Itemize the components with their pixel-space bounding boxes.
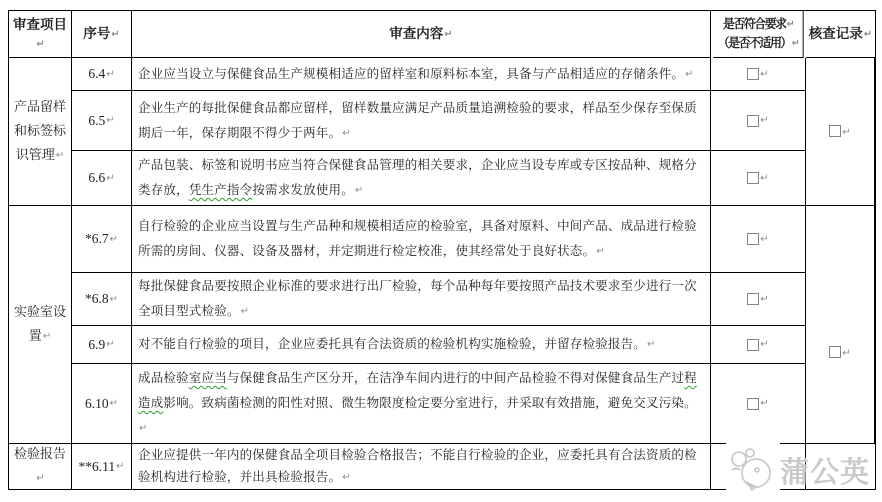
compliance-cell-6-10[interactable]	[711, 364, 806, 444]
project-cell-inspection-report	[9, 444, 72, 489]
paragraph-mark-icon: ↵	[36, 473, 45, 484]
header-content	[132, 11, 711, 58]
paragraph-mark-icon: ↵	[106, 339, 115, 350]
paragraph-mark-icon: ↵	[760, 339, 769, 350]
record-cell-group-1[interactable]	[806, 58, 875, 206]
content-text-misspelled: 室应当	[188, 371, 227, 385]
row-number: 6.5	[88, 112, 106, 128]
header-compliance	[713, 11, 803, 58]
project-label: 检验报告	[13, 446, 66, 461]
checkbox-icon[interactable]	[829, 346, 841, 358]
paragraph-mark-icon: ↵	[109, 293, 118, 305]
paragraph-mark-icon: ↵	[760, 68, 769, 80]
row-number: *6.7	[84, 231, 109, 246]
checkbox-icon[interactable]	[747, 293, 759, 305]
content-text: 影响。致病菌检测的阳性对照、微生物限度检定要分室进行，并采取有效措施，避免交叉污染。	[163, 396, 697, 410]
row-number: 6.4	[88, 66, 106, 81]
dandelion-logo-icon	[726, 443, 780, 497]
paragraph-mark-icon: ↵	[240, 306, 250, 317]
paragraph-mark-icon: ↵	[106, 172, 115, 184]
content-text: 产品包装、标签和说明书应当符合保健食品管理的相关要求，企业应当设专库或专区按品种、规格分类存放，	[138, 158, 697, 197]
content-cell-6-8	[132, 273, 711, 326]
content-cell-6-10	[132, 364, 711, 444]
paragraph-mark-icon: ↵	[760, 293, 769, 305]
paragraph-mark-icon: ↵	[42, 331, 52, 342]
content-text-misspelled: 凭生产指令	[188, 183, 253, 197]
project-label: 实验室设置	[13, 304, 66, 343]
content-text: 成品检验	[138, 371, 189, 385]
header-content-label: 审查内容	[389, 26, 444, 41]
project-label: 产品留样和标签标识管理	[13, 99, 66, 162]
project-cell-laboratory-setup	[9, 206, 72, 444]
row-number: 6.9	[88, 336, 106, 352]
checkbox-icon[interactable]	[747, 233, 759, 245]
content-text: 自行检验的企业应当设置与生产品种和规模相适应的检验室，具备对原料、中间产品、成品进行检验所需的房间、仪器、设备及器材，并定期进行检定校准，使其经常处于良好状态。	[138, 219, 697, 258]
content-text: 企业应提供一年内的保健食品全项目检验合格报告；不能自行检验的企业，应委托具有合法资质的检验机构进行检验，并出具检验报告。	[138, 448, 697, 484]
content-text: 每批保健食品要按照企业标准的要求进行出厂检验，每个品种每年要按照产品技术要求至少进行一次全项目型式检验。	[138, 279, 697, 318]
checkbox-icon[interactable]	[747, 172, 759, 184]
number-cell-6-4	[72, 58, 132, 91]
paragraph-mark-icon: ↵	[760, 172, 769, 184]
watermark-text: 蒲公英	[780, 456, 871, 489]
paragraph-mark-icon: ↵	[647, 339, 656, 350]
header-number-label: 序号	[83, 26, 111, 41]
number-cell-6-10	[72, 364, 132, 444]
paragraph-mark-icon: ↵	[596, 246, 605, 257]
row-number: **6.11	[78, 458, 116, 474]
content-cell-6-11	[132, 444, 711, 489]
checkbox-icon[interactable]	[747, 339, 759, 351]
paragraph-mark-icon: ↵	[111, 29, 120, 40]
header-project-label: 审查项目	[13, 16, 67, 32]
compliance-cell-6-7[interactable]	[711, 206, 806, 273]
checkbox-icon[interactable]	[747, 115, 759, 127]
paragraph-mark-icon: ↵	[139, 423, 148, 434]
paragraph-mark-icon: ↵	[760, 115, 769, 126]
content-cell-6-4	[132, 58, 711, 91]
compliance-cell-6-4[interactable]	[711, 58, 806, 91]
content-cell-6-6	[132, 151, 711, 206]
paragraph-mark-icon: ↵	[116, 461, 125, 472]
paragraph-mark-icon: ↵	[786, 19, 794, 30]
content-text: 与保健食品生产区分开，在洁净车间内进行的中间产品检验不得对保健食品生产过	[226, 371, 685, 385]
number-cell-6-9	[72, 326, 132, 364]
paragraph-mark-icon: ↵	[842, 348, 851, 359]
row-number: *6.8	[84, 291, 109, 306]
number-cell-6-8	[72, 273, 132, 326]
number-cell-6-6	[72, 151, 132, 206]
compliance-cell-6-6[interactable]	[711, 151, 806, 206]
header-project	[9, 11, 72, 58]
audit-checklist-table	[8, 10, 876, 490]
paragraph-mark-icon: ↵	[444, 29, 453, 40]
paragraph-mark-icon: ↵	[791, 38, 799, 49]
paragraph-mark-icon: ↵	[760, 398, 769, 409]
row-number: 6.10	[84, 395, 109, 411]
content-cell-6-5	[132, 91, 711, 151]
header-record	[806, 11, 875, 58]
row-number: 6.6	[88, 170, 106, 185]
header-compliance-line2: （是否不适用）	[717, 36, 791, 50]
checkbox-icon[interactable]	[747, 68, 759, 80]
number-cell-6-11	[72, 444, 132, 489]
checkbox-icon[interactable]	[747, 398, 759, 410]
watermark	[726, 442, 878, 498]
content-text: 对不能自行检验的项目，企业应委托具有合法资质的检验机构实施检验，并留存检验报告。	[138, 337, 647, 351]
number-cell-6-7	[72, 206, 132, 273]
number-cell-6-5	[72, 91, 132, 151]
paragraph-mark-icon: ↵	[109, 398, 118, 409]
paragraph-mark-icon: ↵	[109, 233, 118, 245]
content-cell-6-9	[132, 326, 711, 364]
header-record-label: 核查记录	[808, 26, 863, 41]
content-text: 按需求发放使用。	[252, 183, 354, 197]
paragraph-mark-icon: ↵	[342, 127, 351, 139]
paragraph-mark-icon: ↵	[55, 150, 65, 161]
paragraph-mark-icon: ↵	[36, 38, 45, 50]
checkbox-icon[interactable]	[829, 125, 841, 137]
paragraph-mark-icon: ↵	[760, 233, 769, 245]
header-number	[72, 11, 132, 58]
content-text: 企业应当设立与保健食品生产规模相适应的留样室和原料标本室，具备与产品相适应的存储条件。	[138, 66, 685, 81]
compliance-cell-6-8[interactable]	[711, 273, 806, 326]
record-cell-group-2[interactable]	[806, 206, 875, 444]
paragraph-mark-icon: ↵	[842, 126, 851, 138]
compliance-cell-6-5[interactable]	[711, 91, 806, 151]
paragraph-mark-icon: ↵	[106, 115, 115, 126]
paragraph-mark-icon: ↵	[685, 68, 694, 80]
paragraph-mark-icon: ↵	[342, 472, 351, 483]
content-text: 企业生产的每批保健食品都应留样，留样数量应满足产品质量追溯检验的要求，样品至少保存至保质期后一年，保存期限不得少于两年。	[138, 100, 697, 140]
project-cell-sample-label-management	[9, 58, 72, 206]
compliance-cell-6-9[interactable]	[711, 326, 806, 364]
content-cell-6-7	[132, 206, 711, 273]
paragraph-mark-icon: ↵	[863, 29, 873, 40]
paragraph-mark-icon: ↵	[106, 68, 115, 80]
content-text-misspelled: 程造成	[138, 371, 697, 410]
header-compliance-line1: 是否符合要求	[722, 17, 786, 31]
paragraph-mark-icon: ↵	[354, 185, 364, 196]
